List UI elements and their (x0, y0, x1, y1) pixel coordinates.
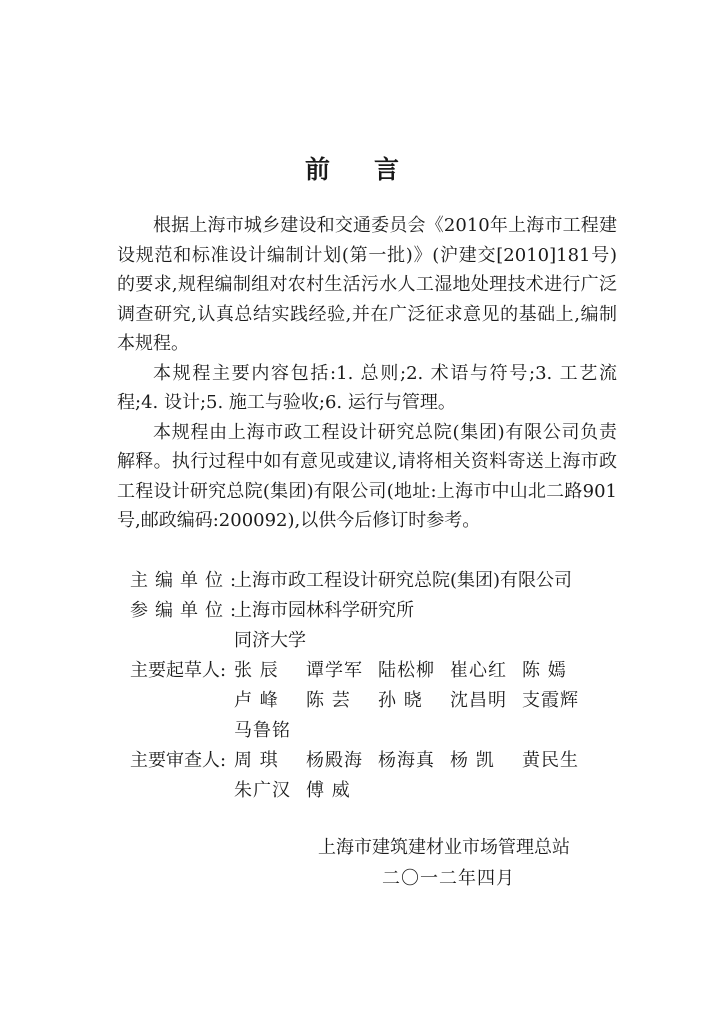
preface-body (117, 211, 617, 536)
drafter-name: 支霞辉 (522, 690, 579, 711)
drafter-name: 陈 芸 (306, 690, 351, 711)
reviewers-row (130, 746, 610, 806)
chief-unit-value: 上海市政工程设计研究总院(集团)有限公司 (234, 570, 573, 591)
chief-unit-label: 主编单位: (130, 570, 244, 591)
participating-unit: 上海市园林科学研究所 (234, 600, 414, 621)
participating-unit: 同济大学 (234, 630, 306, 651)
reviewer-name: 朱广汉 (234, 780, 291, 801)
drafter-name: 卢 峰 (234, 690, 279, 711)
participating-unit-values (234, 596, 610, 656)
chief-unit-row (130, 566, 610, 596)
drafter-name: 张 辰 (234, 660, 279, 681)
drafter-name: 马鲁铭 (234, 720, 291, 741)
reviewers-label: 主要审查人: (130, 750, 227, 771)
drafter-name: 谭学军 (306, 660, 363, 681)
drafter-name: 陆松柳 (378, 660, 435, 681)
reviewer-name: 黄民生 (522, 750, 579, 771)
title-char-2: 言 (374, 155, 402, 184)
drafters-names (234, 656, 594, 746)
drafters-label: 主要起草人: (130, 660, 227, 681)
reviewer-name: 周 琪 (234, 750, 279, 771)
publication-date: 二〇一二年四月 (382, 868, 515, 889)
reviewer-name: 杨海真 (378, 750, 435, 771)
page-title (0, 150, 706, 186)
drafter-name: 陈 嫣 (522, 660, 567, 681)
drafter-name: 崔心红 (450, 660, 507, 681)
publisher: 上海市建筑建材业市场管理总站 (318, 837, 570, 858)
reviewer-name: 杨殿海 (306, 750, 363, 771)
reviewer-name: 杨 凯 (450, 750, 495, 771)
organization-list (130, 566, 610, 806)
preface-paragraph: 本规程主要内容包括:1. 总则;2. 术语与符号;3. 工艺流程;4. 设计;5. 施工与验收;6. 运行与管理。 (117, 362, 617, 413)
reviewers-names (234, 746, 594, 806)
drafter-name: 沈昌明 (450, 690, 507, 711)
participating-unit-label: 参编单位: (130, 600, 244, 621)
participating-unit-row (130, 596, 610, 656)
preface-paragraph: 本规程由上海市政工程设计研究总院(集团)有限公司负责解释。执行过程中如有意见或建议,请将相关资料寄送上海市政工程设计研究总院(集团)有限公司(地址:上海市中山北二路901号,邮政编码:200092),以供今后修订时参考。 (117, 421, 617, 531)
drafter-name: 孙 晓 (378, 690, 423, 711)
drafters-row (130, 656, 610, 746)
title-char-1: 前 (304, 155, 332, 184)
reviewer-name: 傅 威 (306, 780, 351, 801)
preface-paragraph: 根据上海市城乡建设和交通委员会《2010年上海市工程建设规范和标准设计编制计划(第一批)》(沪建交[2010]181号)的要求,规程编制组对农村生活污水人工湿地处理技术进行广泛调查研究,认真总结实践经验,并在广泛征求意见的基础上,编制本规程。 (117, 215, 617, 354)
